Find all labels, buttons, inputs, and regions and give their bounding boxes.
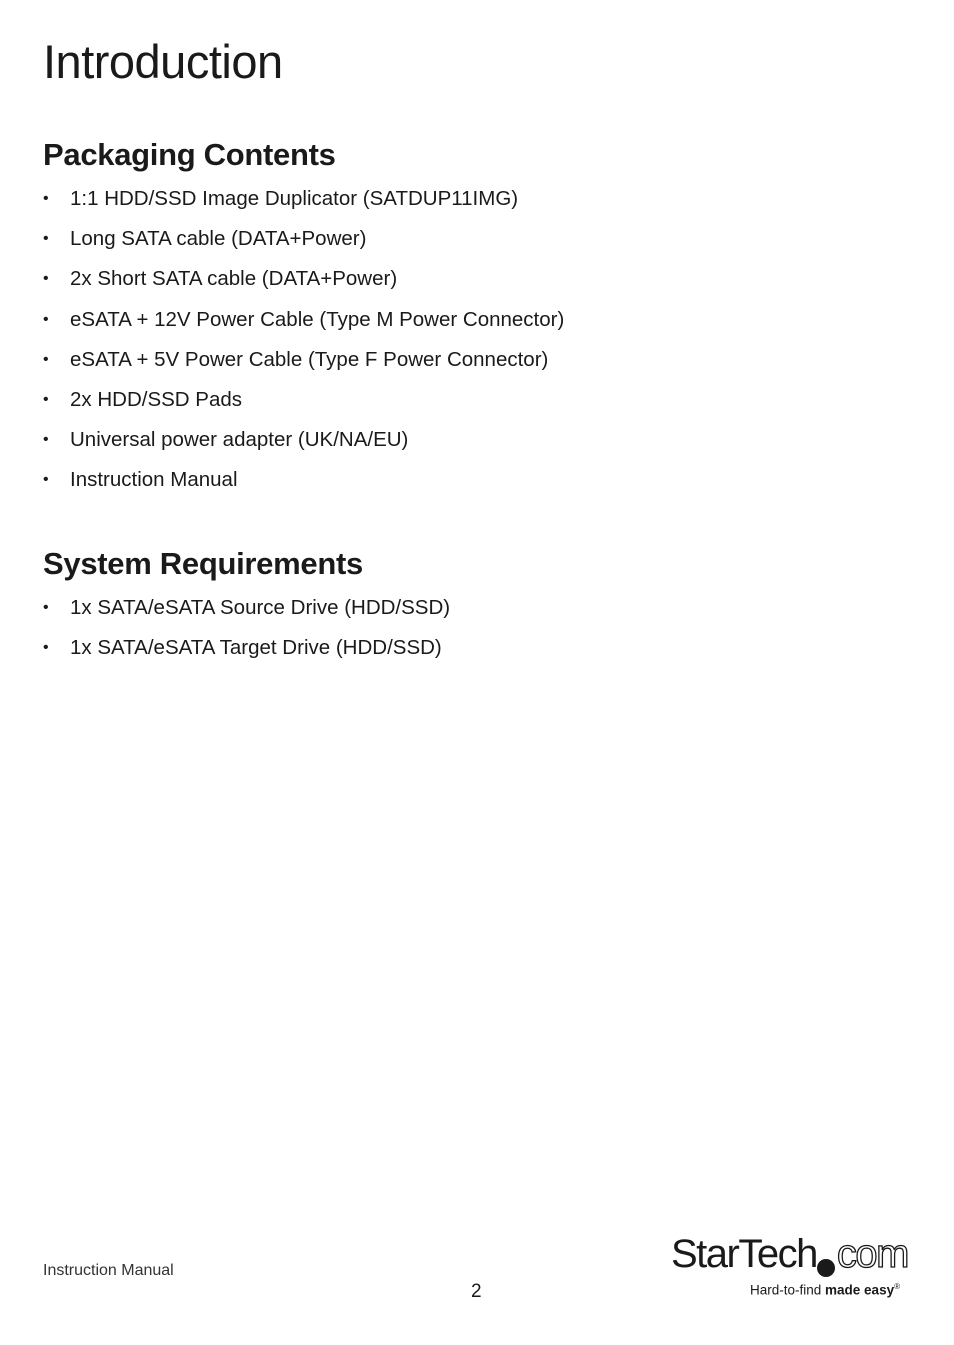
logo-dot-icon [817, 1259, 835, 1277]
list-item: • Long SATA cable (DATA+Power) [43, 227, 564, 267]
system-requirements-heading: System Requirements [43, 546, 363, 581]
logo-suffix: com [836, 1232, 908, 1276]
logo-tagline-regular: Hard-to-find [750, 1282, 826, 1298]
logo-brand: StarTech [671, 1232, 817, 1276]
system-requirements-list [43, 596, 450, 676]
page-number: 2 [471, 1281, 482, 1302]
logo-tagline-bold: made easy [825, 1282, 895, 1298]
list-item: • 2x HDD/SSD Pads [43, 388, 564, 428]
page-title: Introduction [43, 35, 283, 88]
list-item: • 1x SATA/eSATA Target Drive (HDD/SSD) [43, 636, 450, 676]
footer-label: Instruction Manual [43, 1262, 174, 1279]
startech-logo [671, 1232, 911, 1304]
list-item: • eSATA + 12V Power Cable (Type M Power Connector) [43, 308, 564, 348]
list-item: • 1x SATA/eSATA Source Drive (HDD/SSD) [43, 596, 450, 636]
list-item: • 2x Short SATA cable (DATA+Power) [43, 267, 564, 307]
packaging-contents-list [43, 187, 564, 509]
list-item: • 1:1 HDD/SSD Image Duplicator (SATDUP11IMG) [43, 187, 564, 227]
packaging-contents-heading: Packaging Contents [43, 137, 336, 172]
list-item: • eSATA + 5V Power Cable (Type F Power Connector) [43, 348, 564, 388]
list-item: • Universal power adapter (UK/NA/EU) [43, 428, 564, 468]
list-item: • Instruction Manual [43, 468, 564, 508]
logo-wordmark [671, 1232, 908, 1276]
registered-mark: ® [894, 1282, 900, 1291]
logo-tagline [750, 1282, 900, 1298]
